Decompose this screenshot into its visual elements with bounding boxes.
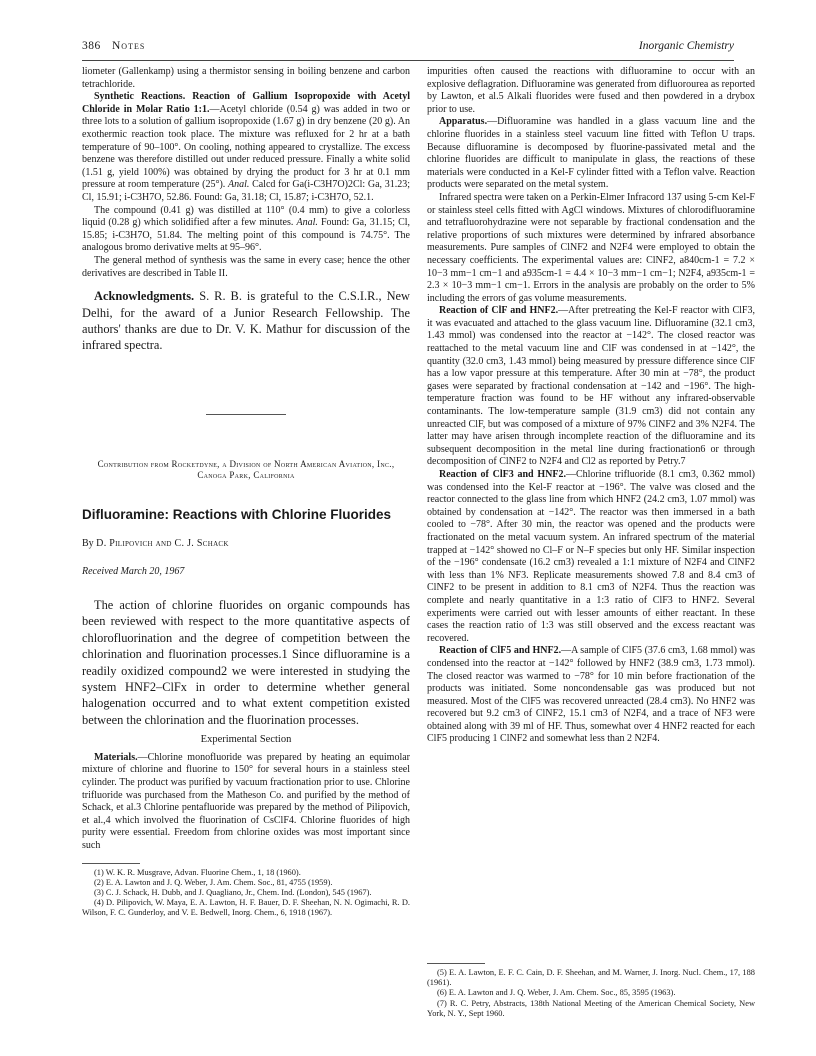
footnote: (6) E. A. Lawton and J. Q. Weber, J. Am. Chem. Soc., 85, 3595 (1963). (437, 988, 676, 998)
reaction-clf-paragraph (427, 305, 755, 469)
ack-body: S. R. B. is grateful to the C.S.I.R., New Delhi, for the award of a Junior Research Fellowship. The authors' thanks are due to Dr. V. K. Mathur for discussion of the infrared spectra. (82, 289, 410, 353)
journal-name: Inorganic Chemistry (638, 40, 734, 52)
introduction: The action of chlorine fluorides on organic compounds has been reviewed with respect to the more quantitative aspects of chlorofluorination and the degree of competition between the chlorination and fluorination processes.1 Since difluoramine is a readily oxidized compound2 we were interested in studying the system HNF2–ClFx in order to determine whether general halogenation occurred and to what extent competition existed between the chlorination and the fluorination processes. (82, 597, 410, 727)
paragraph: impurities often caused the reactions with difluoramine to occur with an explosive deflagration. Difluoramine was generated from difluorourea as reported by Lawton, et al.5 Alkali fluorides were fused and then powdered in a drybox prior to use. (427, 66, 755, 115)
separator-rule (206, 414, 286, 415)
paragraph-body: —Acetyl chloride (0.54 g) was added in two or three lots to a solution of gallium isopropoxide (1.67 g) in dry benzene (20 g). An exothermic reaction took place. The mixture was refluxed for 2 hr at a bath temperature of 90–100°. On cooling, nothing appeared to crystallize. The excess benzene was therefore distilled out under reduced pressure. Finally a white solid (1.51 g, yield 100%) was obtained by drying the product for 3 hr at 0.1 mm pressure at room temperature (25°). (82, 103, 410, 191)
right-footnotes (427, 963, 755, 1019)
run-in-heading: Materials. (94, 751, 138, 763)
authors: D. Pilipovich and C. J. Schack (96, 537, 229, 549)
analysis-values: Calcd for Ga(i-C3H7O)2Cl: Ga, 31.23; Cl, 15.91; i-C3H7O, 52.86. Found: Ga, 31.18; Cl, 15.87; i-C3H7O, 52.1. (82, 179, 410, 203)
run-in-heading: Reaction of ClF3 and HNF2. (439, 469, 566, 480)
footnote: (7) R. C. Petry, Abstracts, 138th National Meeting of the American Chemical Society, New York, N. Y., Sept 1960. (427, 998, 755, 1018)
author-line (82, 538, 410, 551)
section-heading: Experimental Section (200, 734, 292, 746)
paragraph-body: —After pretreating the Kel-F reactor with ClF3, it was evacuated and attached to the glass vacuum line. Difluoramine (32.1 cm3, 1.43 mmol) was condensed into the reactor at −142°. The closed reactor was reattached to the metal vacuum line and ClF was condensed in at −142°, the quantity (32.0 cm3, 1.43 mmol) being measured by pressure difference since ClF has a low vapor pressure at this temperature. After 30 min at −78°, the product gases were separated by fractional condensation at −142 and −196°. The high-temperature fraction was found to be HF without any infrared-observable contaminants. The low-temperature sample (31.9 cm3) did not contain any unreacted ClF, but was composed of a mixture of 97% ClNF2 and 3% N2F4. The latter may have arisen through incomplete reaction of the difluoramine and its subsequent decomposition in the metal line during fractionation6 or through decomposition of ClNF2 to N2F4 and Cl2 as reported by Petry.7 (427, 305, 755, 468)
section-label: Notes (112, 40, 146, 52)
materials-paragraph (82, 752, 410, 853)
footnote-rule (427, 963, 485, 964)
apparatus-paragraph (427, 116, 755, 192)
right-column (427, 66, 755, 746)
page-number: 386 (82, 40, 101, 52)
header-rule (82, 60, 734, 61)
footnote: (3) C. J. Schack, H. Dubb, and J. Quagliano, Jr., Chem. Ind. (London), 545 (1967). (94, 887, 372, 897)
paragraph-body: —A sample of ClF5 (37.6 cm3, 1.68 mmol) was condensed into the reactor at −142° followed by HNF2 (38.9 cm3, 1.73 mmol). The closed reactor was warmed to −78° for 10 min before fractionation of the products was initiated. Some noncondensable gas was produced but not measured. Most of the ClF5 was recovered unreacted (28.4 cm3). No HNF2 was recovered but 9.2 cm3 of ClNF2, 15.1 cm3 of N2F4, and a trace of NF3 were obtained along with 39 ml of HF. Thus, somewhat over 4 HNF2 reacted for each ClF5 producing 1 ClNF2 and somewhat less than 2 N2F4. (427, 645, 755, 745)
analysis-values: Found: Ga, 31.15; Cl, 15.85; i-C3H7O, 51.84. The melting point of this compound is 74.75°. The analogous bromo derivative melts at 95–96°. (82, 217, 411, 254)
synthesis-paragraph (82, 91, 410, 204)
paragraph-body: The compound (0.41 g) was distilled at 110° (0.4 mm) to give a colorless liquid (0.28 g) which solidified after a few minutes. (82, 204, 410, 229)
paragraph: The general method of synthesis was the same in every case; hence the other derivatives are described in Table II. (82, 254, 410, 279)
footnote-rule (82, 863, 140, 864)
paragraph: liometer (Gallenkamp) using a thermistor sensing in boiling benzene and carbon tetrachloride. (82, 66, 410, 90)
anal-label: Anal. (296, 217, 318, 229)
run-in-heading: Reaction of ClF5 and HNF2. (439, 645, 562, 657)
run-in-heading: Synthetic Reactions. Reaction of Gallium Isopropoxide with Acetyl Chloride in Molar Ratio 1:1. (82, 91, 410, 115)
ack-heading: Acknowledgments. (94, 289, 195, 304)
acknowledgments (82, 288, 410, 354)
left-column (82, 66, 410, 919)
anal-label: Anal. (227, 179, 250, 191)
contribution-line: Contribution from Rocketdyne, a Division of North American Aviation, Inc., Canoga Park, California (97, 458, 395, 481)
run-in-heading: Reaction of ClF and HNF2. (439, 305, 559, 317)
article-title: Difluoramine: Reactions with Chlorine Fluorides (82, 506, 392, 522)
reaction-clf3-paragraph (427, 469, 755, 645)
by-label: By (82, 537, 94, 549)
infrared-paragraph: Infrared spectra were taken on a Perkin-Elmer Infracord 137 using 5-cm Kel-F or stainless steel cells fitted with AgCl windows. Mixtures of chlorodifluoramine and tetrafluorohydrazine were not separable by fractional condensation and the relative proportions of such mixtures were determined by infrared absorbance measurements. Pure samples of ClNF2 and N2F4 were employed to obtain the necessary coefficients. The experimental values are: ClNF2, a840cm-1 = 7.2 × 10−3 mm−1 cm−1 and a935cm-1 = 4.4 × 10−3 mm−1 cm−1; N2F4, a935cm-1 = 2.3 × 10−3 mm−1 cm−1. Errors in the analysis are probably on the order to 5% including the errors of gas volume measurements. (427, 191, 755, 304)
paragraph-body: —Difluoramine was handled in a glass vacuum line and the chlorine fluorides in a stainless steel vacuum line fitted with Teflon U traps. Because difluoramine is decomposed by fluorine-passivated metal and the chlorine fluorides are difficult to manipulate in glass, the reactions of these materials were conducted in a Kel-F cylinder fitted with a Teflon valve. Reaction products were separated on the metal system. (427, 116, 755, 191)
received-date: Received March 20, 1967 (82, 566, 185, 578)
footnote: (5) E. A. Lawton, E. F. C. Cain, D. F. Sheehan, and M. Warner, J. Inorg. Nucl. Chem., 17, 188 (1961). (427, 968, 755, 988)
running-header (82, 40, 734, 56)
footnote: (4) D. Pilipovich, W. Maya, E. A. Lawton, H. F. Bauer, D. F. Sheehan, N. N. Ogimachi, R. D. Wilson, F. C. Gunderloy, and V. E. Bedwell, Inorg. Chem., 6, 1918 (1967). (82, 898, 410, 918)
reaction-clf5-paragraph (427, 645, 755, 746)
footnote: (2) E. A. Lawton and J. Q. Weber, J. Am. Chem. Soc., 81, 4755 (1959). (94, 877, 333, 887)
footnote: (1) W. K. R. Musgrave, Advan. Fluorine Chem., 1, 18 (1960). (94, 867, 301, 877)
distillation-paragraph (82, 205, 410, 255)
paragraph-body: —Chlorine trifluoride (8.1 cm3, 0.362 mmol) was condensed into the Kel-F reactor at −196°. The valve was closed and the reactor connected to the glass line from which HNF2 (24.2 cm3, 1.07 mmol) was obtained by condensation at −142°. The reactor was then immersed in a bath cooled to −78°. After 30 min, the reactor was opened and the products were fractionated on the metal vacuum system. An infrared spectrum of the material trapped at −142° showed no Cl–F or N–F species but only HF. Similar inspection of the −196° condensate (16.2 cm3) revealed a 1:1 mixture of N2F4 and ClNF2 with less than 1% NF3. Replicate measurements showed 7.8 and 8.4 cm3 of ClNF2 to be present in addition to 8.1 cm3 of N2F4. Thus the reaction was complete and nearly quantitative in a 1:3 ratio of ClF3 to HNF2. Several experiments were carried out with lesser amounts of either reactant. In these cases the reaction ratio of 1:3 was still observed and the excess reactant was recovered. (427, 469, 755, 644)
run-in-heading: Apparatus. (439, 116, 488, 128)
paragraph-body: —Chlorine monofluoride was prepared by heating an equimolar mixture of chlorine and fluorine to 150° for several hours in a stainless steel cylinder. The product was purified by vacuum fractionation prior to use. Chlorine trifluoride was purchased from the Matheson Co. and purified by the method of Schack, et al.3 Chlorine pentafluoride was prepared by the method of Pilipovich, et al.,4 which involved the fluorination of CsClF4. Chlorine fluorides of high purity were essential. Freedom from chlorine oxides was most important since such (82, 751, 410, 851)
